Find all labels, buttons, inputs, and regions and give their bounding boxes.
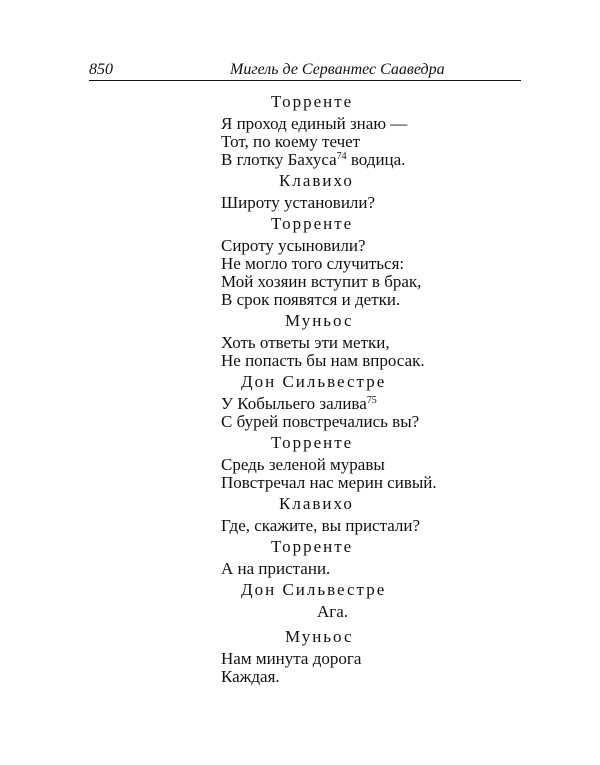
speaker-name: Клавихо [279, 171, 354, 190]
verse-line: Сироту усыновили? [221, 236, 366, 255]
page-number: 850 [89, 61, 113, 78]
header-rule [89, 80, 521, 81]
verse-line: Каждая. [221, 667, 280, 686]
verse-line: Не могло того случиться: [221, 254, 405, 273]
verse-line [221, 394, 377, 414]
speaker-name: Клавихо [279, 494, 354, 513]
speaker-name: Муньос [285, 627, 354, 646]
verse-line: А на пристани. [221, 559, 331, 578]
speaker-name: Торренте [271, 214, 354, 233]
verse-line [221, 150, 405, 170]
speaker-name: Дон Сильвестре [241, 372, 387, 391]
speaker-name: Муньос [285, 311, 354, 330]
verse-text: В глотку Бахуса [221, 150, 337, 169]
verse-line: Широту установили? [221, 193, 376, 212]
verse-line: Я проход единый знаю — [221, 114, 408, 133]
speaker-name: Торренте [271, 433, 354, 452]
verse-text: У Кобыльего залива [221, 394, 367, 413]
verse-line: Не попасть бы нам впросак. [221, 351, 425, 370]
speaker-name: Торренте [271, 537, 354, 556]
verse-line: Нам минута дорога [221, 649, 362, 668]
verse-line: В срок появятся и детки. [221, 290, 401, 309]
footnote-marker: 74 [336, 151, 347, 162]
running-title: Мигель де Сервантес Сааведра [230, 61, 445, 78]
speaker-name: Торренте [271, 92, 354, 111]
verse-line: Мой хозяин вступит в брак, [221, 272, 422, 291]
verse-line: Ага. [317, 602, 349, 621]
verse-line: С бурей повстречались вы? [221, 412, 420, 431]
verse-line: Средь зеленой муравы [221, 455, 385, 474]
running-header [89, 58, 521, 82]
verse-line: Хоть ответы эти метки, [221, 333, 390, 352]
verse-line: Тот, по коему течет [221, 132, 361, 151]
speaker-name: Дон Сильвестре [241, 580, 387, 599]
verse-line: Повстречал нас мерин сивый. [221, 473, 437, 492]
footnote-marker: 75 [366, 395, 377, 406]
verse-line: Где, скажите, вы пристали? [221, 516, 421, 535]
verse-text: водица. [346, 150, 406, 169]
